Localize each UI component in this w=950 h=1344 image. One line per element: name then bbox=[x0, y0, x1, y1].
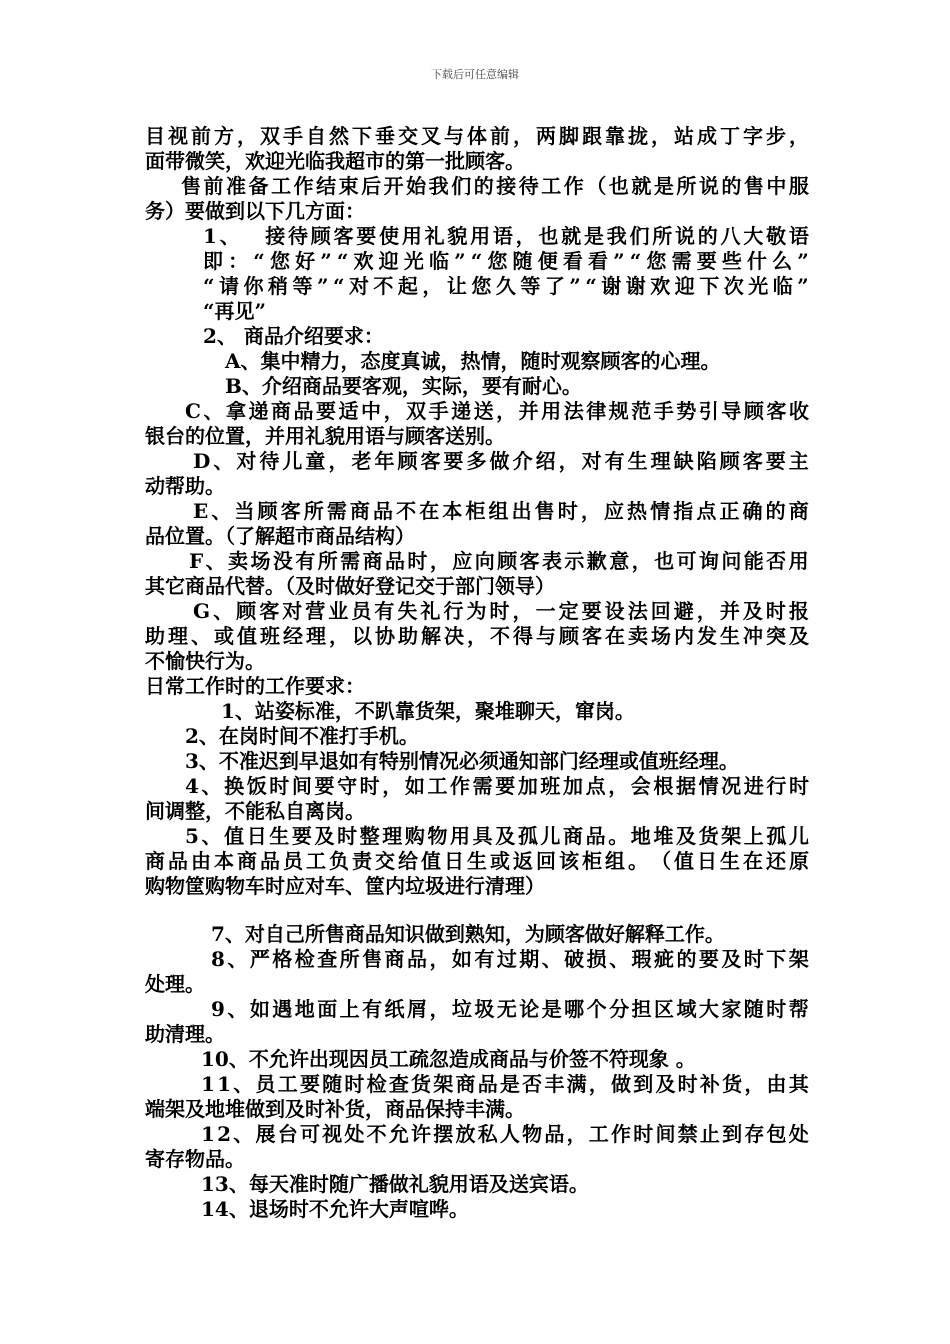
text-line: 商 品 由 本 商 品 员 工 负 责 交 给 值 日 生 或 返 回 该 柜 组 。 （ 值 日 生 在 还 原 bbox=[145, 849, 809, 873]
text-line: “再见” bbox=[203, 299, 267, 323]
text-line: 1 2 、 展 台 可 视 处 不 允 许 摆 放 私 人 物 品 ， 工 作 时 间 禁 止 到 存 包 处 bbox=[201, 1122, 809, 1146]
text-line: 购物筐购物车时应对车、筐内垃圾进行清理） bbox=[145, 874, 545, 898]
text-line: 9 、 如 遇 地 面 上 有 纸 屑 ， 垃 圾 无 论 是 哪 个 分 担 区 域 大 家 随 时 帮 bbox=[211, 997, 809, 1021]
text-line: 8 、 严 格 检 查 所 售 商 品 ， 如 有 过 期 、 破 损 、 瑕 疵 的 要 及 时 下 架 bbox=[211, 947, 809, 971]
text-line: 5 、 值 日 生 要 及 时 整 理 购 物 用 具 及 孤 儿 商 品 。 地 堆 及 货 架 上 孤 儿 bbox=[185, 824, 809, 848]
text-line: “ 请 你 稍 等 ” “ 对 不 起 ， 让 您 久 等 了 ” “ 谢 谢 欢 迎 下 次 光 临 ” bbox=[203, 274, 809, 298]
text-line: 即 ： “ 您 好 ” “ 欢 迎 光 临 ” “ 您 随 便 看 看 ” “ 您 需 要 些 什 么 ” bbox=[203, 249, 809, 273]
text-line: 处理。 bbox=[145, 972, 205, 996]
text-line: 务）要做到以下几方面： bbox=[145, 199, 365, 223]
text-line: 其它商品代替。（及时做好登记交于部门领导） bbox=[145, 574, 555, 598]
text-line: 品位置。（了解超市商品结构） bbox=[145, 524, 415, 548]
text-line: 售 前 准 备 工 作 结 束 后 开 始 我 们 的 接 待 工 作 （ 也 就 是 所 说 的 售 中 服 bbox=[181, 174, 809, 198]
text-line: E 、 当 顾 客 所 需 商 品 不 在 本 柜 组 出 售 时 ， 应 热 情 指 点 正 确 的 商 bbox=[193, 499, 809, 523]
text-line: 面带微笑，欢迎光临我超市的第一批顾客。 bbox=[145, 149, 525, 173]
text-line: 助 理 、 或 值 班 经 理 ， 以 协 助 解 决 ， 不 得 与 顾 客 在 卖 场 内 发 生 冲 突 及 bbox=[145, 624, 809, 648]
text-line: 2、 商品介绍要求： bbox=[203, 324, 384, 348]
text-line: 1、站姿标准，不趴靠货架，聚堆聊天，窜岗。 bbox=[221, 699, 635, 723]
text-line: F 、 卖 场 没 有 所 需 商 品 时 ， 应 向 顾 客 表 示 歉 意 ， 也 可 询 问 能 否 用 bbox=[189, 549, 809, 573]
text-line: 4 、 换 饭 时 间 要 守 时 ， 如 工 作 需 要 加 班 加 点 ， 会 根 据 情 况 进 行 时 bbox=[185, 774, 809, 798]
text-line: 7、对自己所售商品知识做到熟知，为顾客做好解释工作。 bbox=[211, 922, 725, 946]
page-header-note: 下载后可任意编辑 bbox=[431, 68, 519, 81]
text-line: C 、 拿 递 商 品 要 适 中 ， 双 手 递 送 ， 并 用 法 律 规 范 手 势 引 导 顾 客 收 bbox=[185, 399, 809, 423]
text-line: 1 、 接 待 顾 客 要 使 用 礼 貌 用 语 ， 也 就 是 我 们 所 说 的 八 大 敬 语 bbox=[203, 224, 809, 248]
text-line: 银台的位置，并用礼貌用语与顾客送别。 bbox=[145, 424, 505, 448]
text-line: 3、不准迟到早退如有特别情况必须通知部门经理或值班经理。 bbox=[185, 749, 739, 773]
text-line: 间调整，不能私自离岗。 bbox=[145, 799, 365, 823]
text-line: 1 1 、 员 工 要 随 时 检 查 货 架 商 品 是 否 丰 满 ， 做 到 及 时 补 货 ， 由 其 bbox=[201, 1072, 809, 1096]
text-line: D 、 对 待 儿 童 ， 老 年 顾 客 要 多 做 介 绍 ， 对 有 生 理 缺 陷 顾 客 要 主 bbox=[193, 449, 809, 473]
text-line: B、介绍商品要客观，实际，要有耐心。 bbox=[225, 374, 582, 398]
text-line: 2、在岗时间不准打手机。 bbox=[185, 724, 419, 748]
text-line: 寄存物品。 bbox=[145, 1147, 245, 1171]
text-line: 不愉快行为。 bbox=[145, 649, 265, 673]
text-line: 动帮助。 bbox=[145, 474, 225, 498]
text-line: 助清理。 bbox=[145, 1022, 225, 1046]
text-line: 目 视 前 方 ， 双 手 自 然 下 垂 交 叉 与 体 前 ， 两 脚 跟 靠 拢 ， 站 成 丁 字 步 ， bbox=[145, 124, 809, 148]
text-line: 端架及地堆做到及时补货，商品保持丰满。 bbox=[145, 1097, 525, 1121]
text-line: 日常工作时的工作要求： bbox=[145, 674, 365, 698]
text-line: 14、退场时不允许大声喧哗。 bbox=[201, 1197, 469, 1221]
text-line: 13、每天准时随广播做礼貌用语及送宾语。 bbox=[201, 1172, 589, 1196]
text-line: 10、不允许出现因员工疏忽造成商品与价签不符现象 。 bbox=[201, 1047, 696, 1071]
text-line: A、集中精力，态度真诚，热情，随时观察顾客的心理。 bbox=[225, 349, 721, 373]
text-line: G 、 顾 客 对 营 业 员 有 失 礼 行 为 时 ， 一 定 要 设 法 回 避 ， 并 及 时 报 bbox=[193, 599, 809, 623]
